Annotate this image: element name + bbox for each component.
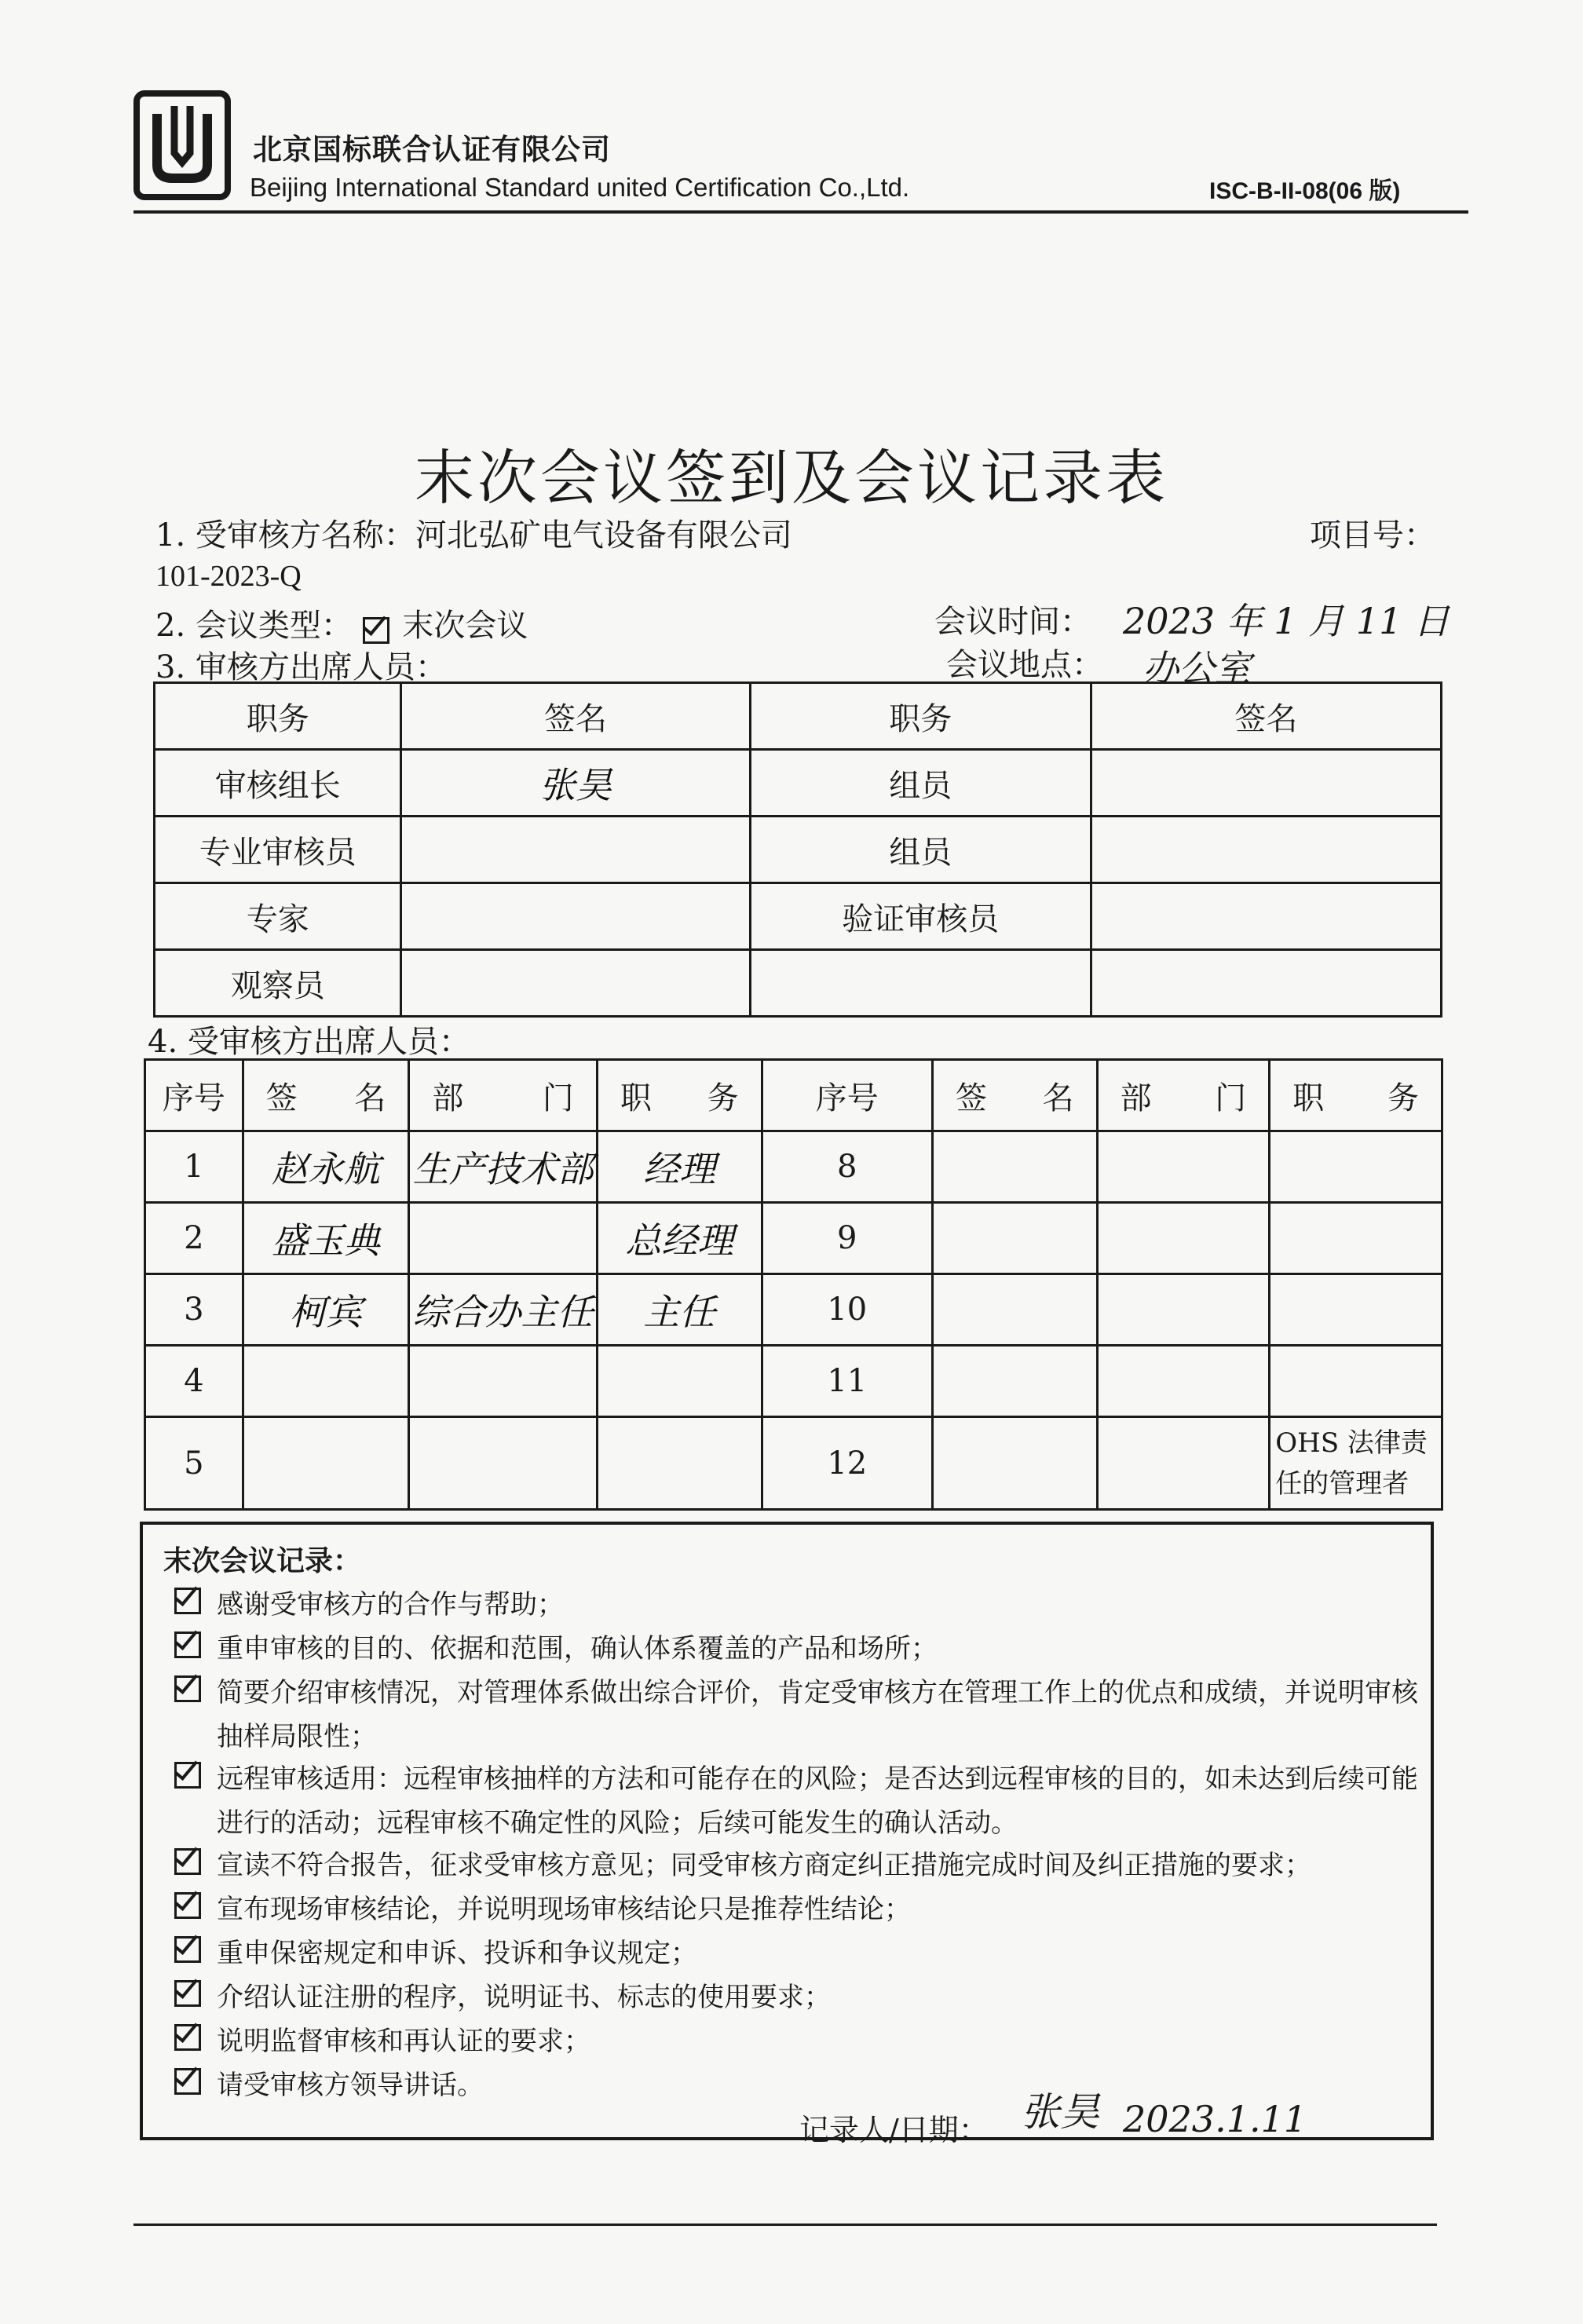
record-item bbox=[174, 1583, 564, 1621]
record-item bbox=[174, 1627, 938, 1665]
post-cell bbox=[1270, 1131, 1442, 1203]
row-number: 12 bbox=[762, 1417, 932, 1510]
signature-cell bbox=[932, 1274, 1097, 1346]
row-number: 4 bbox=[145, 1346, 243, 1417]
header-cell bbox=[409, 1060, 598, 1131]
header-char: 部 bbox=[1120, 1080, 1152, 1116]
record-item-text: 说明监督审核和再认证的要求； bbox=[217, 2026, 590, 2057]
header-char: 签 bbox=[955, 1080, 987, 1116]
header-char: 门 bbox=[1215, 1080, 1247, 1116]
row-number: 1 bbox=[145, 1131, 243, 1203]
table-row bbox=[145, 1417, 1442, 1510]
checkbox-checked-icon bbox=[174, 1675, 201, 1702]
row-number: 2 bbox=[145, 1203, 243, 1274]
post-cell bbox=[1270, 1203, 1442, 1274]
signature-cell bbox=[1091, 750, 1441, 817]
record-item bbox=[174, 2063, 484, 2102]
meeting-time-label: 会议时间： bbox=[934, 604, 1091, 640]
header-cell: 序号 bbox=[762, 1060, 932, 1131]
row-number: 10 bbox=[762, 1274, 932, 1346]
header-char: 职 bbox=[1292, 1080, 1325, 1116]
role-cell: 组员 bbox=[750, 750, 1091, 817]
role-cell: 专业审核员 bbox=[155, 817, 401, 883]
table-row bbox=[145, 1274, 1442, 1346]
checkbox-checked-icon bbox=[174, 1588, 201, 1614]
checkbox-checked-icon bbox=[174, 1980, 201, 2007]
row-number: 9 bbox=[762, 1203, 932, 1274]
signature-cell: 柯宾 bbox=[243, 1274, 409, 1346]
signature-cell: 赵永航 bbox=[243, 1131, 409, 1203]
header-char: 部 bbox=[432, 1080, 464, 1116]
checkbox-checked-icon bbox=[363, 617, 389, 644]
signature-cell bbox=[1091, 883, 1441, 950]
table-header-row bbox=[145, 1060, 1442, 1131]
record-item-text: 宣读不符合报告，征求受审核方意见；同受审核方商定纠正措施完成时间及纠正措施的要求； bbox=[217, 1850, 1311, 1881]
role-cell: 组员 bbox=[750, 817, 1091, 883]
post-cell bbox=[597, 1346, 762, 1417]
auditee-attendees-label: 4. 受审核方出席人员： bbox=[148, 1024, 470, 1060]
signature-cell bbox=[932, 1203, 1097, 1274]
meeting-record-title: 末次会议记录： bbox=[163, 1544, 362, 1577]
signature-cell bbox=[401, 883, 750, 950]
header-char: 职 bbox=[620, 1080, 652, 1116]
header-divider bbox=[133, 210, 1468, 214]
signature-cell: 盛玉典 bbox=[243, 1203, 409, 1274]
company-name-en: Beijing International Standard united Certification Co.,Ltd. bbox=[250, 173, 910, 202]
recorder-date: 2023.1.11 bbox=[1123, 2098, 1307, 2140]
post-cell bbox=[1270, 1274, 1442, 1346]
record-item-text: 感谢受审核方的合作与帮助； bbox=[217, 1589, 564, 1621]
header-cell bbox=[597, 1060, 762, 1131]
signature-cell bbox=[401, 817, 750, 883]
record-item bbox=[174, 1975, 831, 2014]
page-title: 末次会议签到及会议记录表 bbox=[415, 443, 1168, 513]
record-item-text: 请受审核方领导讲话。 bbox=[217, 2070, 484, 2101]
checkbox-checked-icon bbox=[174, 1892, 201, 1919]
department-cell: 综合办主任 bbox=[409, 1274, 598, 1346]
signature-cell: 张昊 bbox=[401, 750, 750, 817]
header-cell: 签名 bbox=[1091, 683, 1441, 750]
row-number: 3 bbox=[145, 1274, 243, 1346]
table-row bbox=[155, 817, 1442, 883]
role-cell bbox=[750, 950, 1091, 1017]
checkbox-checked-icon bbox=[174, 2024, 201, 2051]
table-row bbox=[145, 1346, 1442, 1417]
header-cell: 序号 bbox=[145, 1060, 243, 1131]
record-item-text: 重申审核的目的、依据和范围，确认体系覆盖的产品和场所； bbox=[217, 1633, 938, 1664]
checkbox-checked-icon bbox=[174, 1632, 201, 1658]
record-item-text: 重申保密规定和申诉、投诉和争议规定； bbox=[217, 1938, 697, 1969]
table-header-row bbox=[155, 683, 1442, 750]
company-name-cn: 北京国标联合认证有限公司 bbox=[253, 132, 611, 166]
auditor-attendance-table bbox=[153, 681, 1442, 1018]
record-item bbox=[174, 1887, 911, 1926]
department-cell bbox=[1097, 1131, 1270, 1203]
role-cell: 专家 bbox=[155, 883, 401, 950]
header-char: 务 bbox=[707, 1080, 739, 1116]
post-cell bbox=[597, 1417, 762, 1510]
checkbox-checked-icon bbox=[174, 1936, 201, 1963]
table-row bbox=[145, 1203, 1442, 1274]
header-cell bbox=[1097, 1060, 1270, 1131]
header-char: 名 bbox=[354, 1080, 386, 1116]
meeting-time-value: 2023 年 1 月 11 日 bbox=[1123, 600, 1450, 642]
role-cell: 审核组长 bbox=[155, 750, 401, 817]
checkbox-checked-icon bbox=[174, 1762, 201, 1789]
department-cell bbox=[409, 1417, 598, 1510]
record-item bbox=[174, 2019, 590, 2058]
record-item-text: 简要介绍审核情况，对管理体系做出综合评价，肯定受审核方在管理工作上的优点和成绩，并说明审核抽样局限性； bbox=[217, 1677, 1418, 1752]
department-cell: 生产技术部 bbox=[409, 1131, 598, 1203]
header-cell: 职务 bbox=[750, 683, 1091, 750]
row-number: 8 bbox=[762, 1131, 932, 1203]
auditee-name-line: 1. 受审核方名称：河北弘矿电气设备有限公司 bbox=[155, 517, 792, 554]
meeting-type-label: 2. 会议类型： bbox=[155, 608, 353, 644]
table-row bbox=[155, 883, 1442, 950]
signature-cell bbox=[401, 950, 750, 1017]
record-item bbox=[174, 1843, 1311, 1882]
post-cell bbox=[1270, 1346, 1442, 1417]
signature-cell bbox=[243, 1417, 409, 1510]
row-number: 5 bbox=[145, 1417, 243, 1510]
auditor-attendees-label: 3. 审核方出席人员： bbox=[155, 649, 447, 685]
signature-cell bbox=[932, 1417, 1097, 1510]
post-cell: 总经理 bbox=[597, 1203, 762, 1274]
department-cell bbox=[409, 1203, 598, 1274]
table-row bbox=[155, 750, 1442, 817]
post-cell: 经理 bbox=[597, 1131, 762, 1203]
header-char: 签 bbox=[265, 1080, 298, 1116]
meeting-place-value: 办公室 bbox=[1142, 647, 1251, 689]
department-cell bbox=[1097, 1274, 1270, 1346]
post-cell: 主任 bbox=[597, 1274, 762, 1346]
role-cell: 观察员 bbox=[155, 950, 401, 1017]
row-number: 11 bbox=[762, 1346, 932, 1417]
meeting-type-line bbox=[155, 601, 528, 645]
recorder-date-label: 记录人/日期： bbox=[799, 2113, 989, 2147]
header-char: 门 bbox=[542, 1080, 574, 1116]
table-row bbox=[155, 950, 1442, 1017]
record-item-text: 宣布现场审核结论，并说明现场审核结论只是推荐性结论； bbox=[217, 1894, 911, 1925]
table-row bbox=[145, 1131, 1442, 1203]
header-cell bbox=[1270, 1060, 1442, 1131]
header-cell: 职务 bbox=[155, 683, 401, 750]
document-code: ISC-B-II-08(06 版) bbox=[1209, 178, 1401, 204]
post-cell: OHS 法律责任的管理者 bbox=[1270, 1417, 1442, 1510]
footer-divider bbox=[133, 2224, 1437, 2226]
meeting-type-value: 末次会议 bbox=[402, 608, 528, 644]
signature-cell bbox=[932, 1346, 1097, 1417]
auditee-attendance-table bbox=[144, 1058, 1443, 1511]
project-number-label: 项目号： bbox=[1310, 517, 1435, 554]
checkbox-checked-icon bbox=[174, 1848, 201, 1875]
header-cell bbox=[243, 1060, 409, 1131]
record-item bbox=[174, 1931, 697, 1970]
project-number: 101-2023-Q bbox=[155, 560, 302, 593]
signature-cell bbox=[1091, 950, 1441, 1017]
signature-cell bbox=[932, 1131, 1097, 1203]
department-cell bbox=[409, 1346, 598, 1417]
company-logo-icon bbox=[133, 90, 231, 200]
signature-cell bbox=[243, 1346, 409, 1417]
department-cell bbox=[1097, 1417, 1270, 1510]
record-item-text: 远程审核适用：远程审核抽样的方法和可能存在的风险；是否达到远程审核的目的，如未达到后续可能进行的活动；远程审核不确定性的风险；后续可能发生的确认活动。 bbox=[217, 1763, 1418, 1839]
header-cell: 签名 bbox=[401, 683, 750, 750]
header-cell bbox=[932, 1060, 1097, 1131]
checkbox-checked-icon bbox=[174, 2068, 201, 2095]
role-cell: 验证审核员 bbox=[750, 883, 1091, 950]
signature-cell bbox=[1091, 817, 1441, 883]
record-item-text: 介绍认证注册的程序，说明证书、标志的使用要求； bbox=[217, 1982, 831, 2013]
header-char: 务 bbox=[1387, 1080, 1419, 1116]
department-cell bbox=[1097, 1346, 1270, 1417]
recorder-signature: 张昊 bbox=[1021, 2089, 1099, 2135]
record-item bbox=[174, 1757, 1442, 1845]
meeting-place-label: 会议地点： bbox=[946, 647, 1103, 683]
department-cell bbox=[1097, 1203, 1270, 1274]
record-item bbox=[174, 1671, 1442, 1759]
header-char: 名 bbox=[1042, 1080, 1074, 1116]
